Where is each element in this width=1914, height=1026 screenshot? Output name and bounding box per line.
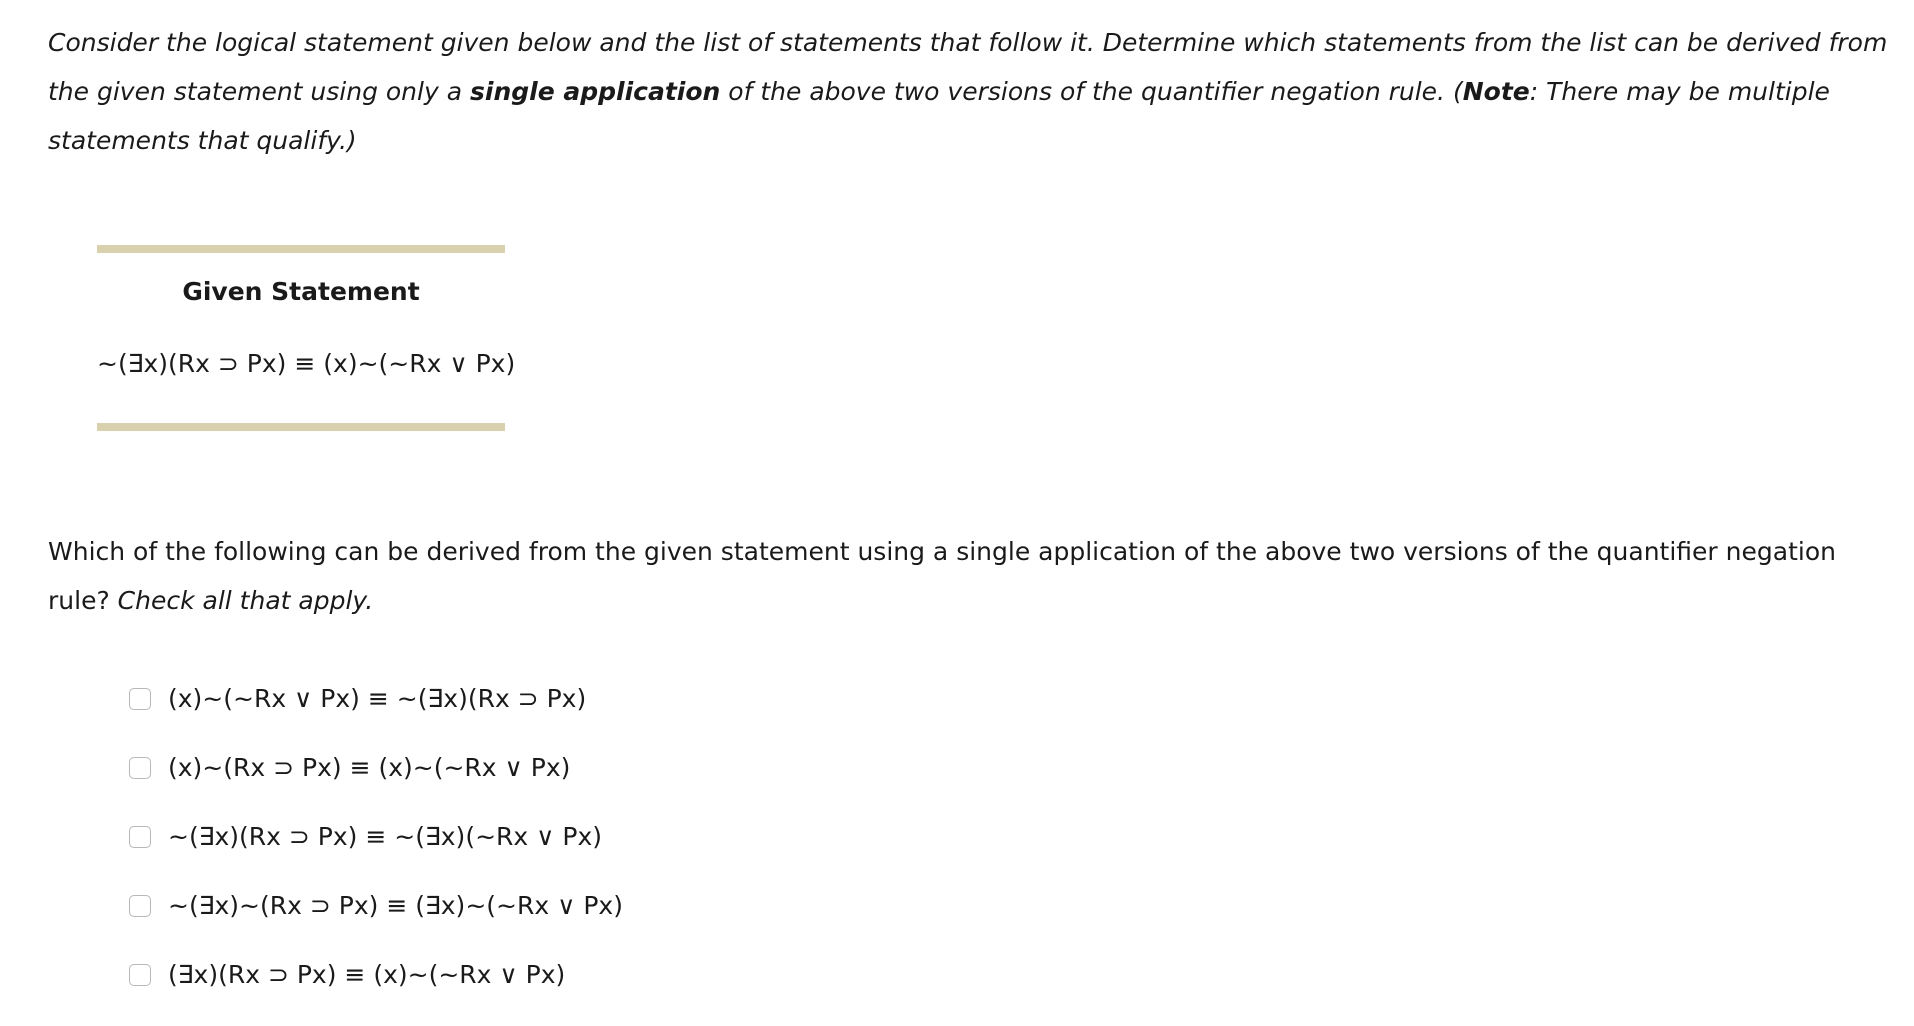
answer-option-label[interactable]: (∃x)(Rx ⊃ Px) ≡ (x)~(~Rx ∨ Px) xyxy=(168,959,566,989)
given-bottom-divider xyxy=(97,423,505,431)
answer-option-label[interactable]: ~(∃x)(Rx ⊃ Px) ≡ ~(∃x)(~Rx ∨ Px) xyxy=(168,821,602,851)
given-top-divider xyxy=(97,245,505,253)
given-statement-heading: Given Statement xyxy=(182,277,420,306)
answer-option-label[interactable]: (x)~(Rx ⊃ Px) ≡ (x)~(~Rx ∨ Px) xyxy=(168,752,571,782)
question-instruction: Check all that apply. xyxy=(117,586,374,615)
answer-option-label[interactable]: ~(∃x)~(Rx ⊃ Px) ≡ (∃x)~(~Rx ∨ Px) xyxy=(168,890,623,920)
answer-option[interactable] xyxy=(129,940,623,1009)
intro-text-3: : There may be multiple statements that qualify.) xyxy=(48,77,1830,155)
intro-text-1: Consider the logical statement given below and the list of statements that follow it. Determine which statements from the list can be derived from the given statement using only a xyxy=(48,28,1888,106)
checkbox[interactable] xyxy=(129,895,151,917)
intro-paragraph xyxy=(48,18,1888,165)
checkbox[interactable] xyxy=(129,964,151,986)
checkbox[interactable] xyxy=(129,688,151,710)
answer-option-label[interactable]: (x)~(~Rx ∨ Px) ≡ ~(∃x)(Rx ⊃ Px) xyxy=(168,683,587,713)
answer-option[interactable] xyxy=(129,871,623,940)
intro-note-label: Note xyxy=(1462,77,1530,106)
question-prompt xyxy=(48,527,1888,625)
answer-option[interactable] xyxy=(129,733,623,802)
answer-option[interactable] xyxy=(129,802,623,871)
intro-emphasis-single-application: single application xyxy=(470,77,721,106)
given-statement-formula: ~(∃x)(Rx ⊃ Px) ≡ (x)~(~Rx ∨ Px) xyxy=(97,349,516,378)
given-statement-box xyxy=(97,245,516,431)
answer-options-list xyxy=(129,664,623,1009)
checkbox[interactable] xyxy=(129,757,151,779)
intro-text-2: of the above two versions of the quantifier negation rule. ( xyxy=(720,77,1463,106)
answer-option[interactable] xyxy=(129,664,623,733)
question-text: Which of the following can be derived from the given statement using a single application of the above two versions of the quantifier negation rule? xyxy=(48,537,1836,615)
checkbox[interactable] xyxy=(129,826,151,848)
